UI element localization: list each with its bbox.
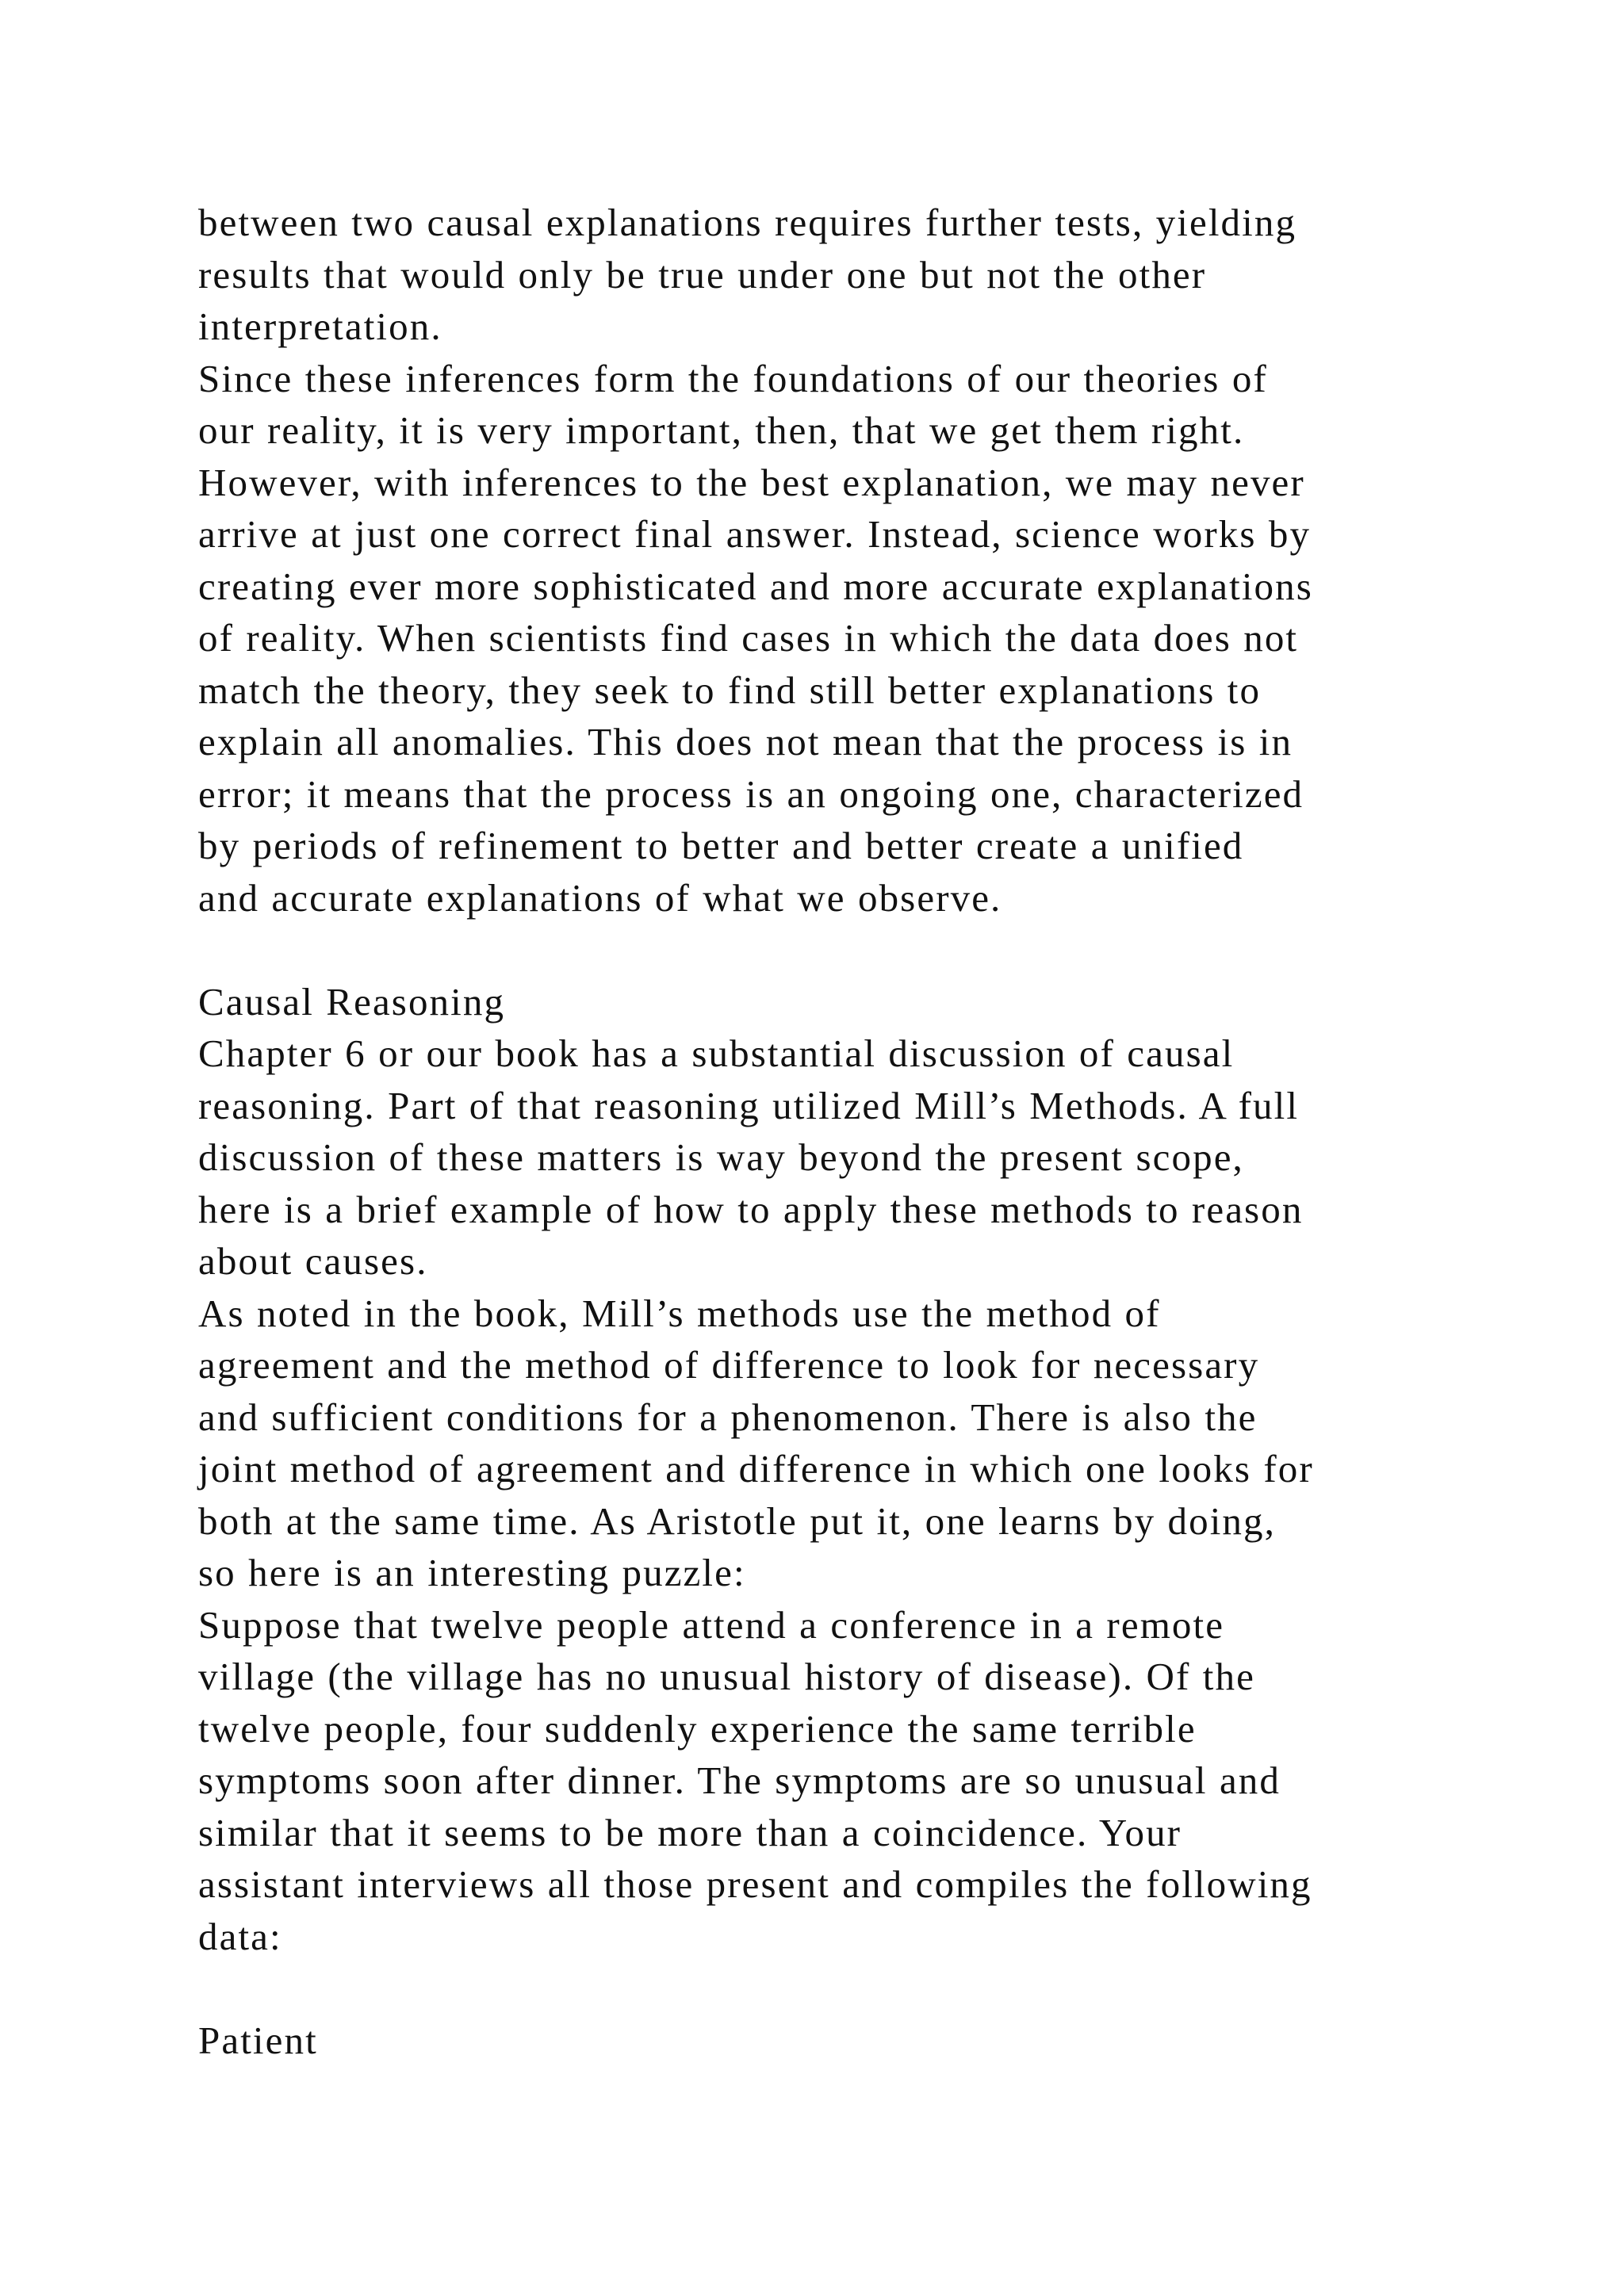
text-line: results that would only be true under one but not the other [198,252,1207,297]
text-line: between two causal explanations requires further tests, yielding [198,201,1297,244]
text-line: error; it means that the process is an ongoing one, characterized [198,771,1304,816]
text-line: by periods of refinement to better and better create a unified [198,824,1244,867]
section-heading: Causal Reasoning [198,979,506,1024]
blank-line [198,924,1562,976]
text-line: Since these inferences form the foundations of our theories of [198,356,1268,400]
text-line: reasoning. Part of that reasoning utilized Mill’s Methods. A full [198,1083,1300,1127]
text-line: so here is an interesting puzzle: [198,1551,746,1594]
text-line: assistant interviews all those present and compiles the following [198,1862,1312,1906]
text-line: Chapter 6 or our book has a substantial discussion of causal [198,1031,1235,1075]
text-line: about causes. [198,1239,428,1283]
text-line: similar that it seems to be more than a coincidence. Your [198,1810,1182,1854]
text-line: of reality. When scientists find cases in which the data does not [198,616,1299,660]
text-line: symptoms soon after dinner. The symptoms are so unusual and [198,1758,1281,1802]
text-line: both at the same time. As Aristotle put it, one learns by doing, [198,1498,1276,1543]
text-line: twelve people, four suddenly experience the same terrible [198,1706,1197,1751]
text-line: and sufficient conditions for a phenomenon. There is also the [198,1395,1258,1439]
text-line: and accurate explanations of what we observe. [198,875,1002,920]
text-line: explain all anomalies. This does not mean that the process is in [198,720,1293,763]
text-line: interpretation. [198,304,442,348]
document-body [198,197,1562,2066]
text-line: Suppose that twelve people attend a conference in a remote [198,1602,1225,1647]
text-line: match the theory, they seek to find still better explanations to [198,668,1262,712]
text-line: here is a brief example of how to apply these methods to reason [198,1187,1304,1231]
text-line: joint method of agreement and difference in which one looks for [198,1447,1314,1490]
text-line: data: [198,1914,282,1958]
text-line: agreement and the method of difference to look for necessary [198,1343,1260,1387]
text-line: our reality, it is very important, then, that we get them right. [198,408,1245,452]
text-line: village (the village has no unusual history of disease). Of the [198,1655,1255,1698]
blank-line [198,1962,1562,2015]
text-line: arrive at just one correct final answer. Instead, science works by [198,512,1312,556]
text-line: creating ever more sophisticated and more accurate explanations [198,564,1313,608]
text-line: However, with inferences to the best explanation, we may never [198,460,1305,504]
text-line: Patient [198,2018,318,2062]
text-line: discussion of these matters is way beyond the present scope, [198,1135,1244,1179]
text-line: As noted in the book, Mill’s methods use the method of [198,1291,1161,1335]
